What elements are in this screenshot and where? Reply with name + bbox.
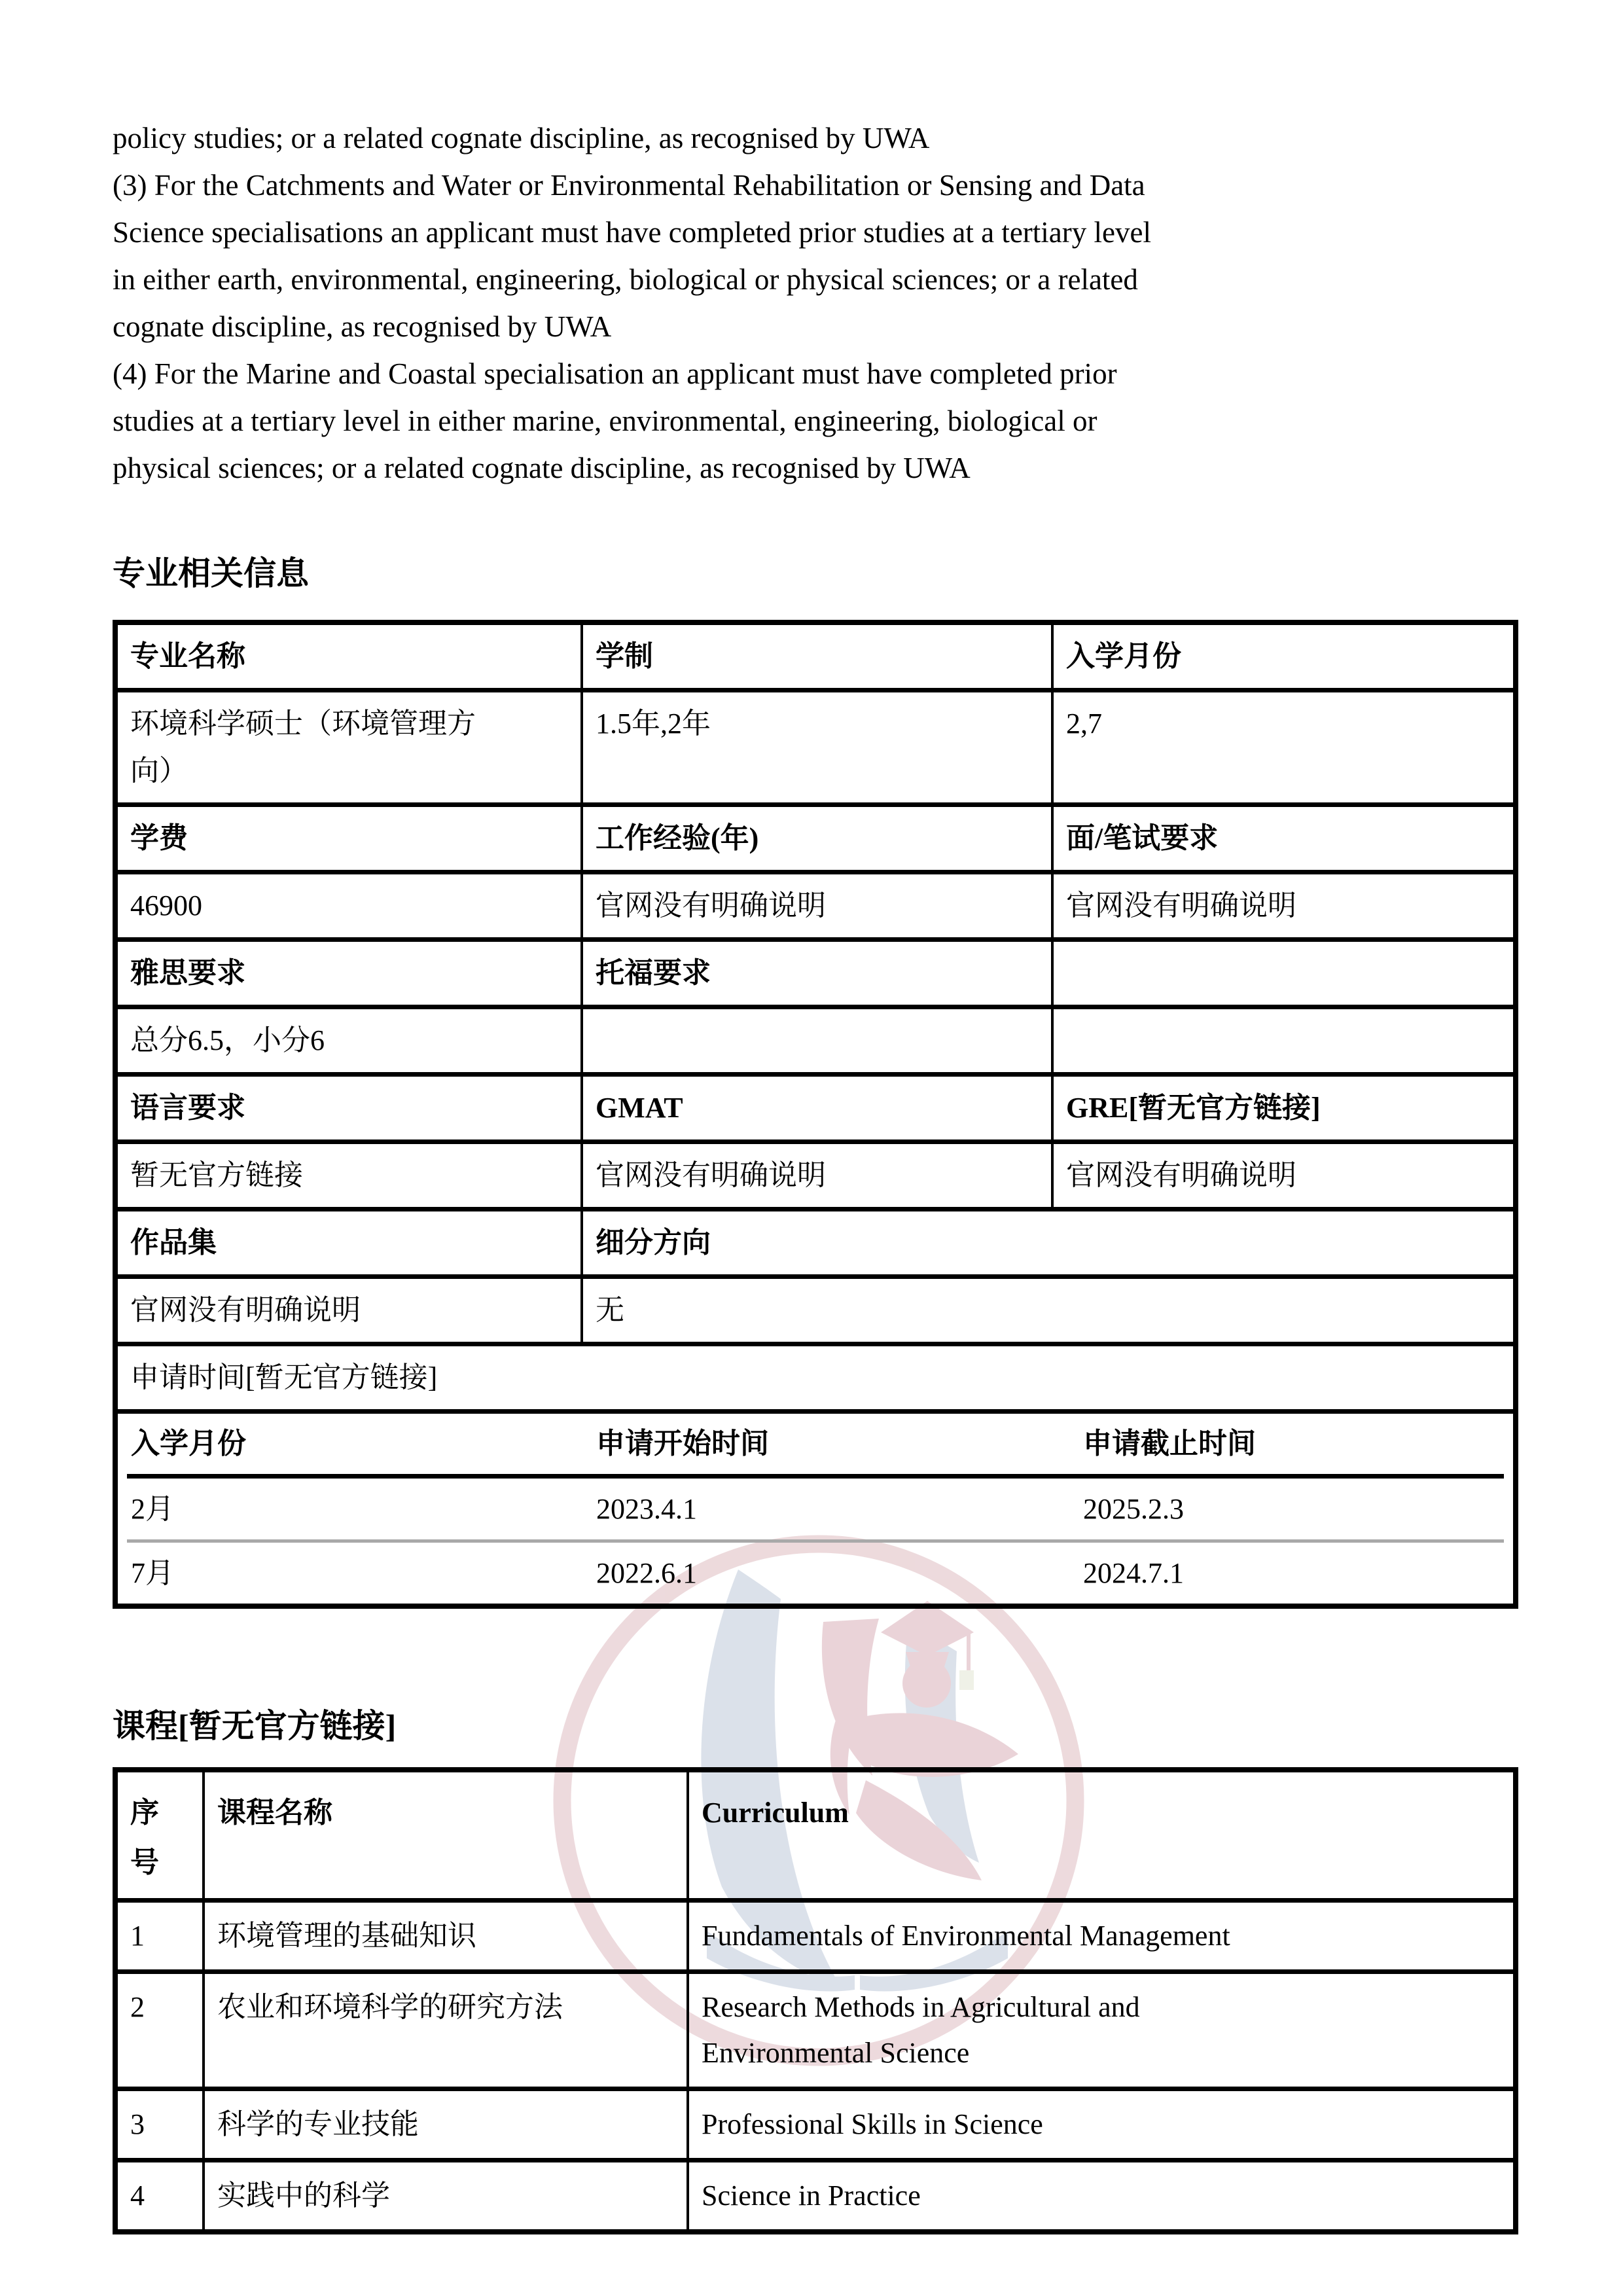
application-time-table [127,1414,1504,1604]
header-cell: 入学月份 [1052,622,1516,691]
intro-text-line: Science specialisations an applicant must have completed prior studies at a tertiary level [113,216,1151,249]
header-cell: 申请截止时间 [1083,1427,1256,1460]
header-cell: GRE[暂无官方链接] [1052,1075,1516,1142]
cell-line: Professional Skills in Science [702,2108,1043,2140]
header-cell: 专业名称 [115,622,582,691]
table-cell-deadline: 2025.2.3 [1083,1492,1184,1525]
table-cell-seq: 1 [115,1901,204,1972]
table-cell-seq: 2 [115,1972,204,2089]
table-cell-interview-requirement: 官网没有明确说明 [1052,872,1516,940]
cell-line: 向） [130,755,188,787]
table-row [115,805,1516,872]
table-row [115,1142,1516,1210]
header-cell: 学费 [115,805,582,872]
application-table-header-row [127,1414,1504,1479]
header-cell-seq: 序号 [115,1770,204,1901]
admission-requirements-paragraph [113,115,1513,492]
header-cell [1052,940,1516,1007]
table-row [115,1412,1516,1607]
header-cell: 语言要求 [115,1075,582,1142]
table-cell-portfolio: 官网没有明确说明 [115,1277,582,1344]
table-cell-empty [582,1007,1052,1075]
header-cell: 托福要求 [582,940,1052,1007]
header-cell: 入学月份 [131,1427,246,1460]
header-cell: 细分方向 [582,1210,1516,1277]
table-row [115,1277,1516,1344]
table-cell-course-name-zh: 科学的专业技能 [204,2089,688,2161]
table-cell-work-experience: 官网没有明确说明 [582,872,1052,940]
table-cell-ielts-score: 总分6.5，小分6 [115,1007,582,1075]
intro-text-line: studies at a tertiary level in either marine, environmental, engineering, biological or [113,404,1097,437]
header-cell: 作品集 [115,1210,582,1277]
table-cell-empty [1052,1007,1516,1075]
cell-line: Science in Practice [702,2179,921,2212]
table-cell-seq: 3 [115,2089,204,2161]
table-cell-open-date: 2023.4.1 [596,1492,697,1525]
header-cell-curriculum: Curriculum [688,1770,1516,1901]
intro-text-line: (4) For the Marine and Coastal specialisation an applicant must have completed prior [113,357,1117,390]
table-cell-course-name-zh: 环境管理的基础知识 [204,1901,688,1972]
table-row [115,940,1516,1007]
table-row [115,1075,1516,1142]
table-row [115,2161,1516,2233]
cell-line: 环境科学硕士（环境管理方 [130,708,476,740]
application-table-row [127,1479,1504,1539]
table-row [115,1007,1516,1075]
intro-text-line: policy studies; or a related cognate discipline, as recognised by UWA [113,122,930,154]
table-row [115,2089,1516,2161]
table-cell-intake: 2月 [131,1492,174,1525]
table-header-row [115,1770,1516,1901]
table-cell-deadline: 2024.7.1 [1083,1556,1184,1589]
cell-line: Research Methods in Agricultural and [702,1991,1140,2023]
header-cell: GMAT [582,1075,1052,1142]
table-cell-course-name-zh: 实践中的科学 [204,2161,688,2233]
table-row [115,691,1516,805]
program-info-table [113,620,1518,1609]
table-cell-course-name-zh: 农业和环境科学的研究方法 [204,1972,688,2089]
course-table [113,1767,1518,2234]
table-cell-specialisation: 无 [582,1277,1516,1344]
table-row [115,1210,1516,1277]
cell-line: Fundamentals of Environmental Management [702,1920,1230,1952]
table-cell-program-name [115,691,582,805]
table-cell-course-name-en [688,2089,1516,2161]
intro-text-line: physical sciences; or a related cognate discipline, as recognised by UWA [113,452,971,484]
header-cell: 雅思要求 [115,940,582,1007]
header-cell-course-name: 课程名称 [204,1770,688,1901]
intro-text-line: (3) For the Catchments and Water or Environmental Rehabilitation or Sensing and Data [113,169,1145,202]
application-table-row [127,1539,1504,1604]
section-title-course: 课程[暂无官方链接] [113,1708,397,1744]
table-row [115,1972,1516,2089]
table-cell-intake: 7月 [131,1556,174,1589]
section-title-program-info: 专业相关信息 [113,555,309,592]
intro-text-line: in either earth, environmental, engineering, biological or physical sciences; or a related [113,263,1138,296]
header-cell: 工作经验(年) [582,805,1052,872]
table-cell-course-name-en [688,1901,1516,1972]
table-cell-course-name-en [688,1972,1516,2089]
table-row [115,872,1516,940]
table-cell-application-time-label: 申请时间[暂无官方链接] [115,1344,1516,1412]
table-cell-gmat: 官网没有明确说明 [582,1142,1052,1210]
application-time-cell [115,1412,1516,1607]
table-cell-course-name-en [688,2161,1516,2233]
table-cell-language-link: 暂无官方链接 [115,1142,582,1210]
table-cell-duration: 1.5年,2年 [582,691,1052,805]
table-cell-seq: 4 [115,2161,204,2233]
header-cell: 学制 [582,622,1052,691]
table-cell-tuition: 46900 [115,872,582,940]
cell-line: Environmental Science [702,2037,970,2069]
table-cell-intake-months: 2,7 [1052,691,1516,805]
table-cell-gre: 官网没有明确说明 [1052,1142,1516,1210]
intro-text-line: cognate discipline, as recognised by UWA [113,310,612,343]
table-cell-open-date: 2022.6.1 [596,1556,697,1589]
table-row [115,622,1516,691]
header-cell: 面/笔试要求 [1052,805,1516,872]
table-row [115,1901,1516,1972]
header-cell: 申请开始时间 [596,1427,769,1460]
table-row [115,1344,1516,1412]
